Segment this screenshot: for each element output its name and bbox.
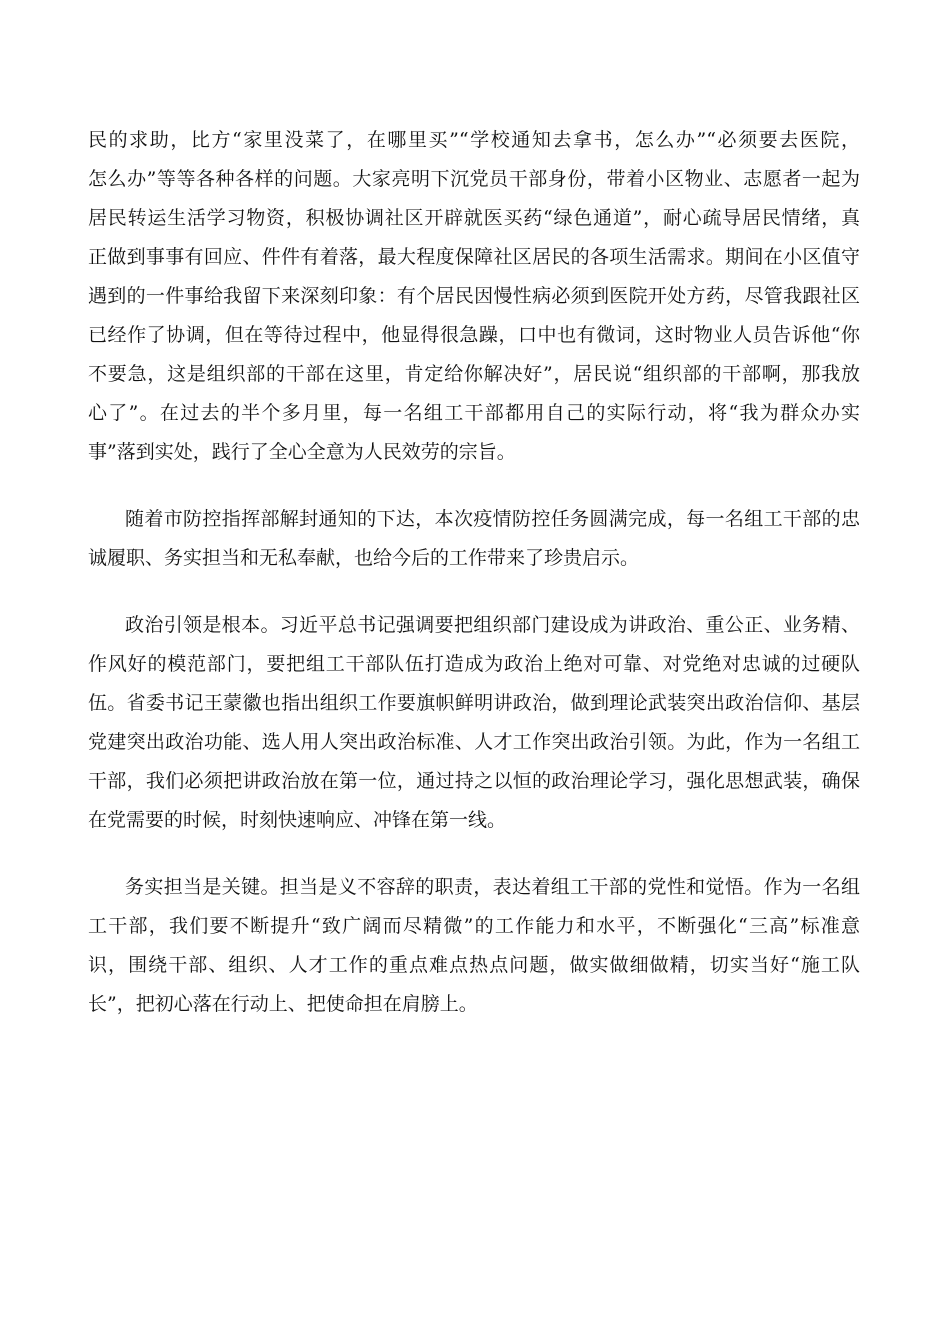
paragraph-line: 随着市防控指挥部解封通知的下达，本次疫情防控任务圆满完成，每一名组工干部的忠 bbox=[125, 508, 860, 530]
paragraph-line: 正做到事事有回应、件件有着落，最大程度保障社区居民的各项生活需求。期间在小区值守 bbox=[88, 246, 860, 268]
paragraph-line: 不要急，这是组织部的干部在这里，肯定给你解决好”，居民说“组织部的干部啊，那我放 bbox=[88, 363, 860, 385]
paragraph-line: 居民转运生活学习物资，积极协调社区开辟就医买药“绿色通道”，耐心疏导居民情绪，真 bbox=[88, 207, 860, 229]
paragraph-line: 怎么办”等等各种各样的问题。大家亮明下沉党员干部身份，带着小区物业、志愿者一起为 bbox=[88, 168, 860, 190]
paragraph-line: 作风好的模范部门，要把组工干部队伍打造成为政治上绝对可靠、对党绝对忠诚的过硬队 bbox=[88, 653, 860, 675]
paragraph bbox=[88, 121, 860, 472]
paragraph-line: 在党需要的时候，时刻快速响应、冲锋在第一线。 bbox=[88, 809, 507, 831]
paragraph bbox=[88, 606, 860, 840]
paragraph-line: 干部，我们必须把讲政治放在第一位，通过持之以恒的政治理论学习，强化思想武装，确保 bbox=[88, 770, 860, 792]
paragraph-line: 工干部，我们要不断提升“致广阔而尽精微”的工作能力和水平，不断强化“三高”标准意 bbox=[88, 915, 860, 937]
paragraph-line: 党建突出政治功能、选人用人突出政治标准、人才工作突出政治引领。为此，作为一名组工 bbox=[88, 731, 860, 753]
paragraph-line: 民的求助，比方“家里没菜了，在哪里买”“学校通知去拿书，怎么办”“必须要去医院， bbox=[88, 129, 860, 151]
paragraph-line: 务实担当是关键。担当是义不容辞的职责，表达着组工干部的党性和觉悟。作为一名组 bbox=[125, 876, 860, 898]
paragraph bbox=[88, 868, 860, 1024]
paragraph-line: 诚履职、务实担当和无私奉献，也给今后的工作带来了珍贵启示。 bbox=[88, 547, 640, 569]
paragraph-line: 事”落到实处，践行了全心全意为人民效劳的宗旨。 bbox=[88, 441, 516, 463]
paragraph-line: 遇到的一件事给我留下来深刻印象：有个居民因慢性病必须到医院开处方药，尽管我跟社区 bbox=[88, 285, 860, 307]
paragraph-line: 长”，把初心落在行动上、把使命担在肩膀上。 bbox=[88, 993, 478, 1015]
paragraph-line: 识，围绕干部、组织、人才工作的重点难点热点问题，做实做细做精，切实当好“施工队 bbox=[88, 954, 860, 976]
paragraph-line: 政治引领是根本。习近平总书记强调要把组织部门建设成为讲政治、重公正、业务精、 bbox=[125, 614, 860, 636]
paragraph-line: 伍。省委书记王蒙徽也指出组织工作要旗帜鲜明讲政治，做到理论武装突出政治信仰、基层 bbox=[88, 692, 860, 714]
paragraph-line: 心了”。在过去的半个多月里，每一名组工干部都用自己的实际行动，将“我为群众办实 bbox=[88, 402, 860, 424]
paragraph-line: 已经作了协调，但在等待过程中，他显得很急躁，口中也有微词，这时物业人员告诉他“你 bbox=[88, 324, 860, 346]
paragraph bbox=[88, 500, 860, 578]
document-body bbox=[88, 121, 860, 1052]
